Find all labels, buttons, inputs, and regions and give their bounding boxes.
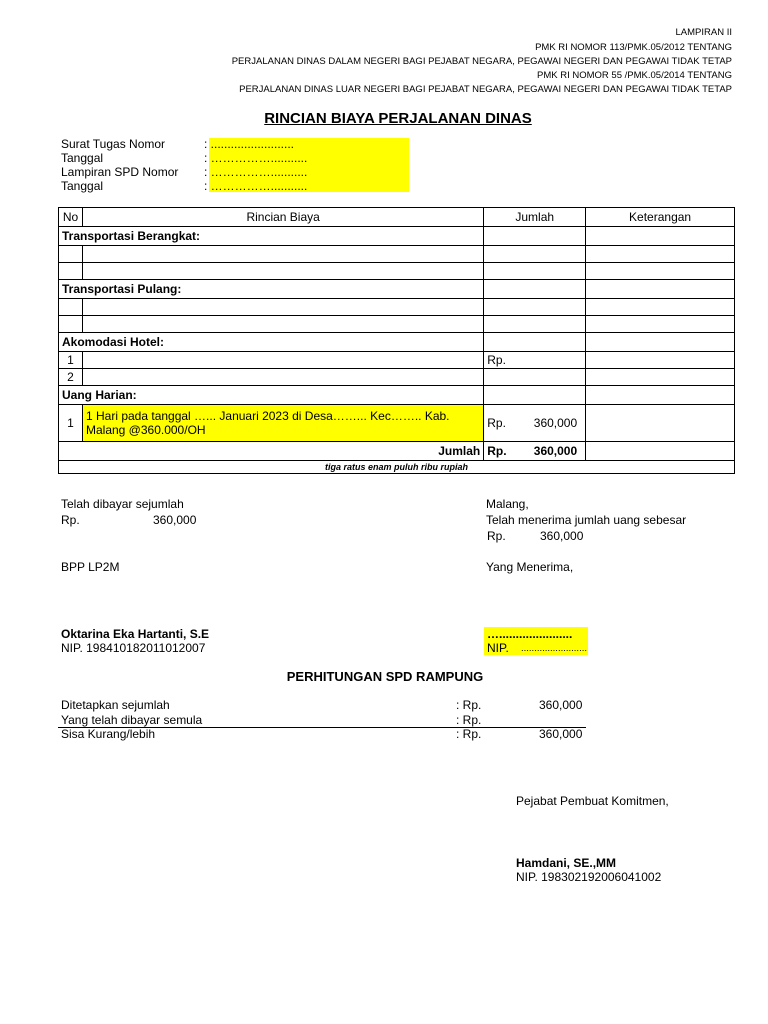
table-row (59, 246, 735, 263)
info-value-surat: : ......................... (204, 137, 295, 151)
rampung-amount-3: 360,000 (539, 727, 583, 741)
section-harian: Uang Harian: (59, 386, 484, 405)
table-row (59, 299, 735, 316)
paid-amount: 360,000 (153, 513, 197, 527)
table-row (59, 263, 735, 280)
place-date: Malang, (486, 497, 529, 511)
hotel-row-1-jumlah: Rp. (484, 352, 586, 369)
info-value-tanggal-1: : ……………........... (204, 151, 308, 165)
table-cell (586, 280, 735, 299)
total-rp: Rp. (487, 444, 507, 458)
info-value-tanggal-2: : ……………........... (204, 179, 308, 193)
header-line-1: LAMPIRAN II (675, 27, 732, 38)
hotel-row-2-jumlah (484, 369, 586, 386)
page-title: RINCIAN BIAYA PERJALANAN DINAS (264, 110, 532, 127)
table-cell (484, 386, 586, 405)
terbilang: tiga ratus enam puluh ribu rupiah (59, 461, 735, 474)
header-line-2: PMK RI NOMOR 113/PMK.05/2012 TENTANG (535, 42, 732, 53)
table-cell (586, 227, 735, 246)
received-text: Telah menerima jumlah uang sebesar (486, 513, 687, 527)
cost-table (58, 207, 735, 474)
ppk-title: Pejabat Pembuat Komitmen, (516, 794, 669, 808)
table-row (59, 352, 735, 369)
hotel-row-2-no: 2 (59, 369, 83, 386)
hotel-row-1-no: 1 (59, 352, 83, 369)
info-label-spd: Lampiran SPD Nomor (61, 165, 179, 179)
table-cell (484, 333, 586, 352)
info-label-tanggal-2: Tanggal (61, 179, 104, 193)
receiver-label: Yang Menerima, (486, 560, 574, 574)
info-value-spd: : ……………........... (204, 165, 308, 179)
rampung-label-3: Sisa Kurang/lebih (61, 727, 156, 741)
table-cell (586, 386, 735, 405)
harian-row-no: 1 (59, 405, 83, 442)
table-row (59, 369, 735, 386)
section-hotel: Akomodasi Hotel: (59, 333, 484, 352)
received-rp: Rp. (487, 529, 506, 543)
total-label: Jumlah (59, 442, 484, 461)
header-keterangan: Keterangan (586, 208, 735, 227)
rampung-rp-1: : Rp. (456, 698, 482, 712)
ppk-nip: NIP. 198302192006041002 (516, 870, 662, 884)
harian-row-desc: 1 Hari pada tanggal …... Januari 2023 di Desa……... Kec…….. Kab. Malang @360.000/OH (82, 405, 483, 442)
bpp-name: Oktarina Eka Hartanti, S.E (61, 627, 210, 641)
bpp-nip: NIP. 198410182011012007 (61, 641, 206, 655)
header-line-4: PMK RI NOMOR 55 /PMK.05/2014 TENTANG (537, 70, 732, 81)
rampung-label-2: Yang telah dibayar semula (61, 713, 203, 727)
info-label-surat: Surat Tugas Nomor (61, 137, 166, 151)
table-row (59, 405, 735, 442)
receiver-name: …...................... (487, 627, 573, 641)
total-amount: 360,000 (533, 444, 578, 458)
section-pulang: Transportasi Pulang: (59, 280, 484, 299)
header-rincian: Rincian Biaya (82, 208, 483, 227)
paid-text: Telah dibayar sejumlah (61, 497, 184, 511)
rampung-rp-2: : Rp. (456, 713, 482, 727)
table-row (59, 316, 735, 333)
receiver-nip-label: NIP. (487, 641, 509, 655)
header-jumlah: Jumlah (484, 208, 586, 227)
header-no: No (59, 208, 83, 227)
info-label-tanggal-1: Tanggal (61, 151, 104, 165)
rampung-label-1: Ditetapkan sejumlah (61, 698, 170, 712)
total-jumlah (484, 442, 586, 461)
paid-rp: Rp. (61, 513, 80, 527)
harian-row-jumlah (484, 405, 586, 442)
header-line-5: PERJALANAN DINAS LUAR NEGERI BAGI PEJABAT NEGARA, PEGAWAI NEGERI DAN PEGAWAI TIDAK TETAP (239, 84, 732, 95)
ppk-name: Hamdani, SE.,MM (516, 856, 617, 870)
receiver-nip-dots: ......................... (521, 643, 587, 654)
table-cell (586, 333, 735, 352)
received-amount: 360,000 (540, 529, 584, 543)
harian-row-rp: Rp. (487, 416, 506, 430)
table-cell (484, 227, 586, 246)
bpp-org: BPP LP2M (61, 560, 120, 574)
table-cell (484, 280, 586, 299)
harian-row-amount: 360,000 (533, 416, 578, 430)
rampung-title: PERHITUNGAN SPD RAMPUNG (286, 669, 484, 684)
rampung-rp-3: : Rp. (456, 727, 482, 741)
section-berangkat: Transportasi Berangkat: (59, 227, 484, 246)
rampung-amount-1: 360,000 (539, 698, 583, 712)
header-line-3: PERJALANAN DINAS DALAM NEGERI BAGI PEJABAT NEGARA, PEGAWAI NEGERI DAN PEGAWAI TIDAK TETAP (231, 56, 732, 67)
